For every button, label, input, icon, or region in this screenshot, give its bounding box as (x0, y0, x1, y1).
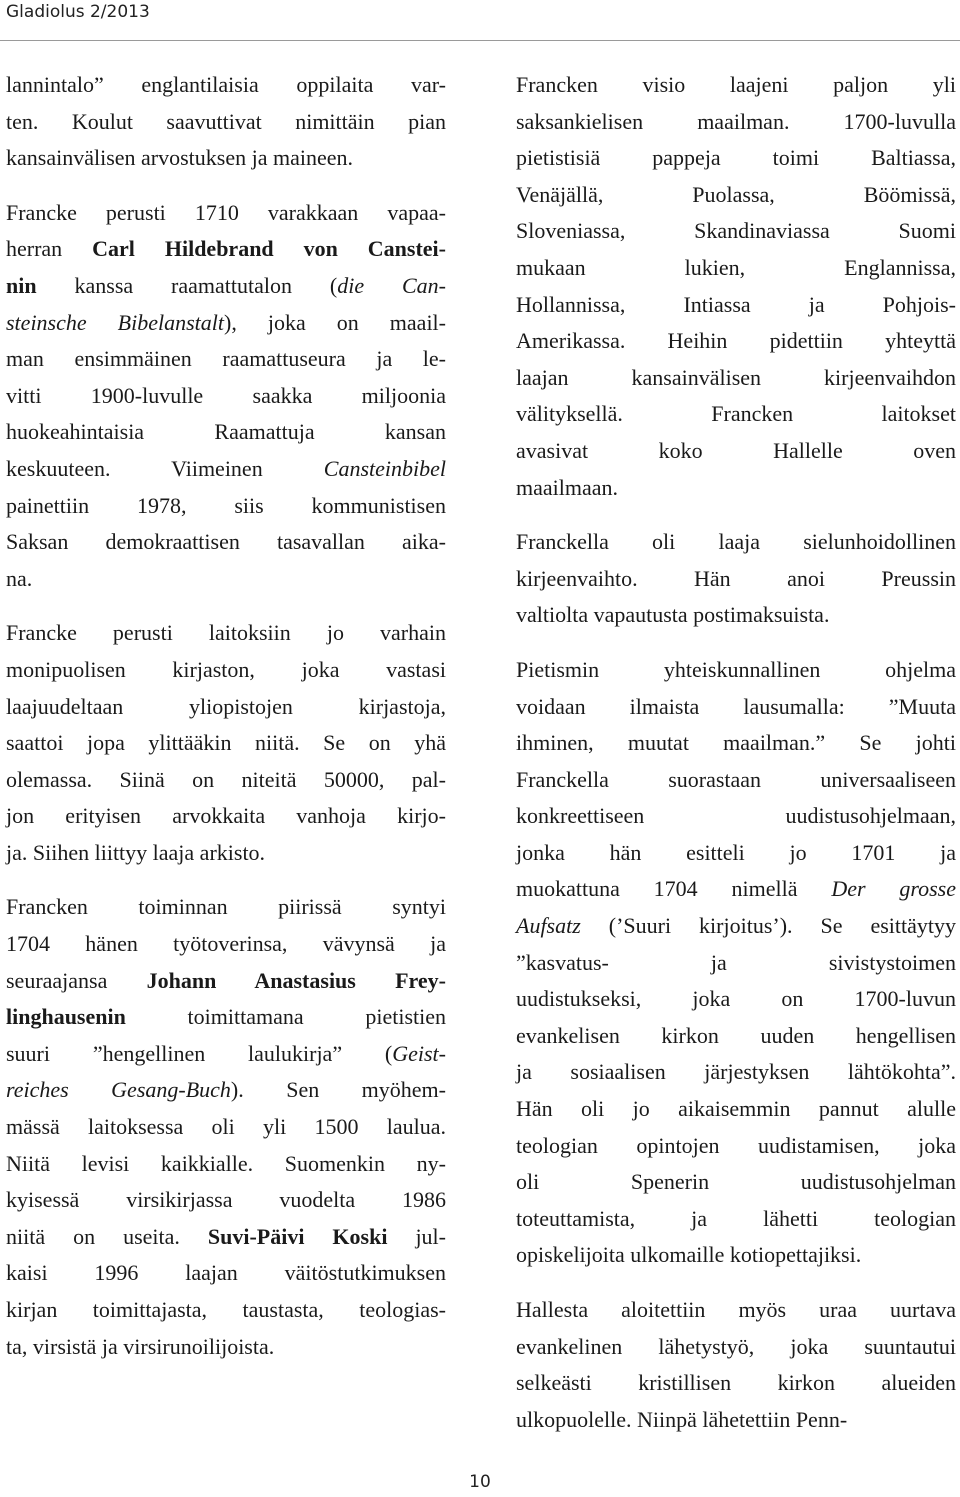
text-run: kyisessä virsikirjassa vuodelta 1986 (6, 1187, 446, 1213)
text-run: olemassa. Siinä on niteitä 50000, pal- (6, 766, 446, 792)
text-line (6, 378, 446, 415)
text-run: valtiolta vapautusta postimaksuista. (516, 602, 830, 628)
text-line (516, 1128, 956, 1165)
text-line (6, 451, 446, 488)
text-run: muokattuna 1704 nimellä (516, 876, 832, 902)
text-line (6, 67, 446, 104)
text-run: painettiin 1978, siis kommunistisen (6, 492, 446, 518)
text-line (516, 1054, 956, 1091)
text-run: evankelisen kirkon uuden hengellisen (516, 1022, 956, 1048)
text-run: (’Suuri kirjoitus’). Se esittäytyy (580, 913, 956, 939)
text-line (516, 250, 956, 287)
text-run: kaisi 1996 laajan väitöstutkimuksen (6, 1260, 446, 1286)
text-line (516, 323, 956, 360)
text-line (516, 67, 956, 104)
text-line (516, 798, 956, 835)
text-line (6, 1072, 446, 1109)
text-line (516, 981, 956, 1018)
header-rule (0, 40, 960, 41)
text-line (516, 561, 956, 598)
text-line (516, 1402, 956, 1439)
text-run: oli Spenerin uudistusohjelman (516, 1169, 956, 1195)
text-line (516, 287, 956, 324)
text-line (6, 414, 446, 451)
text-run: Hän oli jo aikaisemmin pannut alulle (516, 1096, 956, 1122)
text-run: ). Sen myöhem- (230, 1077, 446, 1103)
text-run: Saksan demokraattisen tasavallan aika- (6, 529, 446, 555)
text-line (516, 835, 956, 872)
bold-run: Johann Anastasius Frey- (146, 967, 447, 993)
right-column (516, 67, 956, 1456)
page-number: 10 (469, 1472, 491, 1492)
text-line (6, 999, 446, 1036)
text-run: ihminen, muutat maailman.” Se johti (516, 730, 956, 756)
text-run: pietistisiä pappeja toimi Baltiassa, (516, 145, 956, 171)
text-line (6, 561, 446, 598)
text-line (516, 597, 956, 634)
text-run: ten. Koulut saavuttivat nimittäin pian (6, 108, 446, 134)
text-line (6, 1219, 446, 1256)
paragraph (516, 1292, 956, 1438)
italic-run: Aufsatz (516, 913, 581, 939)
text-run: kansainvälisen arvostuksen ja maineen. (6, 145, 354, 171)
text-line (6, 140, 446, 177)
italic-run: steinsche Bibelanstalt (6, 309, 224, 335)
italic-run: Der grosse (831, 876, 956, 902)
text-line (516, 1365, 956, 1402)
text-run: Francken visio laajeni paljon yli (516, 72, 956, 97)
text-run: ta, virsistä ja virsirunoilijoista. (6, 1333, 275, 1359)
text-run: Hallesta aloitettiin myös uraa uurtava (516, 1297, 956, 1322)
text-line (516, 470, 956, 507)
text-run: jul- (387, 1223, 446, 1249)
text-line (6, 889, 446, 926)
text-line (516, 177, 956, 214)
paragraph (516, 652, 956, 1274)
text-run: ja. Siihen liittyy laaja arkisto. (6, 839, 266, 865)
text-line (516, 1018, 956, 1055)
text-line (516, 140, 956, 177)
text-line (6, 268, 446, 305)
text-run: lannintalo” englantilaisia oppilaita var- (6, 72, 446, 97)
text-run: Francke perusti 1710 varakkaan vapaa- (6, 199, 446, 225)
text-line (6, 1292, 446, 1329)
text-line (516, 945, 956, 982)
text-line (6, 926, 446, 963)
text-run: voidaan ilmaista lausumalla: ”Muuta (516, 693, 956, 719)
text-line (516, 213, 956, 250)
paragraph (6, 67, 446, 177)
text-run: evankelinen lähetystyö, joka suuntautui (516, 1333, 956, 1359)
italic-run: Cansteinbibel (323, 455, 446, 481)
text-run: ulkopuolelle. Niinpä lähetettiin Penn- (516, 1406, 848, 1432)
text-run: huokeahintaisia Raamattuja kansan (6, 419, 446, 445)
text-line (516, 1164, 956, 1201)
text-line (6, 1329, 446, 1366)
text-run: saattoi jopa ylittääkin niitä. Se on yhä (6, 730, 446, 756)
text-run: jonka hän esitteli jo 1701 ja (516, 839, 956, 865)
text-line (516, 1091, 956, 1128)
text-line (6, 762, 446, 799)
text-run: ), joka on maail- (224, 309, 446, 335)
text-line (516, 871, 956, 908)
paragraph (6, 615, 446, 871)
text-run: man ensimmäinen raamattuseura ja le- (6, 346, 446, 372)
text-run: Venäjällä, Puolassa, Böömissä, (516, 181, 956, 207)
text-run: saksankielisen maailman. 1700-luvulla (516, 108, 956, 134)
text-line (516, 433, 956, 470)
text-line (6, 652, 446, 689)
text-run: Hollannissa, Intiassa ja Pohjois- (516, 291, 956, 317)
text-line (6, 231, 446, 268)
text-line (6, 1109, 446, 1146)
text-run: Franckella oli laaja sielunhoidollinen (516, 529, 956, 555)
text-line (6, 1146, 446, 1183)
text-run: kirjeenvaihto. Hän anoi Preussin (516, 565, 956, 591)
text-run: 1704 hänen työtoverinsa, vävynsä ja (6, 931, 446, 957)
paragraph (516, 524, 956, 634)
bold-run: Carl Hildebrand von Canstei- (92, 236, 446, 262)
text-line (516, 652, 956, 689)
text-run: Niitä levisi kaikkialle. Suomenkin ny- (6, 1150, 446, 1176)
paragraph (6, 889, 446, 1365)
text-line (6, 104, 446, 141)
text-run: ”kasvatus- ja sivistystoimen (516, 949, 956, 975)
text-run: laajan kansainvälisen kirjeenvaihdon (516, 364, 956, 390)
text-line (516, 725, 956, 762)
text-line (516, 1237, 956, 1274)
text-run: toimittamana pietistien (125, 1004, 446, 1030)
text-run: jon erityisen arvokkaita vanhoja kirjo- (6, 803, 446, 829)
text-run: vitti 1900-luvulle saakka miljoonia (6, 382, 446, 408)
text-run: Sloveniassa, Skandinaviassa Suomi (516, 218, 956, 244)
text-line (6, 1182, 446, 1219)
text-line (6, 798, 446, 835)
text-run: opiskelijoita ulkomaille kotiopettajiksi. (516, 1242, 862, 1268)
text-line (6, 524, 446, 561)
text-run: konkreettiseen uudistusohjelmaan, (516, 803, 956, 829)
text-line (6, 725, 446, 762)
text-run: niitä on useita. (6, 1223, 208, 1249)
text-run: keskuuteen. Viimeinen (6, 455, 324, 481)
left-column (6, 67, 446, 1383)
text-line (516, 104, 956, 141)
text-run: Amerikassa. Heihin pidettiin yhteyttä (516, 328, 956, 354)
text-line (6, 689, 446, 726)
text-line (516, 360, 956, 397)
text-run: laajuudeltaan yliopistojen kirjastoja, (6, 693, 446, 719)
text-run: kirjan toimittajasta, taustasta, teologias- (6, 1297, 446, 1322)
text-line (6, 195, 446, 232)
text-run: seuraajansa (6, 967, 147, 993)
text-line (516, 908, 956, 945)
italic-run: die Can- (337, 272, 446, 298)
bold-run: linghausenin (6, 1004, 126, 1030)
text-run: kanssa raamattutalon ( (36, 272, 338, 298)
text-line (6, 488, 446, 525)
text-run: Francken toiminnan piirissä syntyi (6, 894, 446, 920)
text-line (6, 615, 446, 652)
text-line (516, 689, 956, 726)
text-run: maailmaan. (516, 474, 619, 500)
text-line (6, 835, 446, 872)
text-line (516, 396, 956, 433)
text-run: avasivat koko Hallelle oven (516, 437, 956, 463)
text-run: mukaan lukien, Englannissa, (516, 254, 956, 280)
text-run: ja sosiaalisen järjestyksen lähtökohta”. (516, 1059, 956, 1085)
text-run: Pietismin yhteiskunnallinen ohjelma (516, 656, 956, 682)
text-run: mässä laitoksessa oli yli 1500 laulua. (6, 1114, 446, 1140)
text-run: teologian opintojen uudistamisen, joka (516, 1132, 956, 1158)
text-run: Francke perusti laitoksiin jo varhain (6, 620, 446, 646)
text-run: Franckella suorastaan universaaliseen (516, 766, 956, 792)
bold-run: nin (6, 272, 37, 298)
text-run: suuri ”hengellinen laulukirja” ( (6, 1040, 393, 1066)
italic-run: Geist- (392, 1040, 446, 1066)
text-run: herran (6, 236, 93, 262)
italic-run: reiches Gesang-Buch (6, 1077, 231, 1103)
running-header: Gladiolus 2/2013 (6, 2, 150, 22)
text-line (6, 963, 446, 1000)
bold-run: Suvi-Päivi Koski (207, 1223, 388, 1249)
text-line (6, 1036, 446, 1073)
text-line (6, 1255, 446, 1292)
text-run: toteuttamista, ja lähetti teologian (516, 1205, 956, 1231)
text-line (6, 305, 446, 342)
text-run: selkeästi kristillisen kirkon alueiden (516, 1370, 956, 1396)
paragraph (6, 195, 446, 598)
text-run: monipuolisen kirjaston, joka vastasi (6, 656, 446, 682)
text-line (516, 1201, 956, 1238)
text-line (6, 341, 446, 378)
text-run: välityksellä. Francken laitokset (516, 401, 956, 427)
text-line (516, 524, 956, 561)
paragraph (516, 67, 956, 506)
text-run: uudistukseksi, joka on 1700-luvun (516, 986, 956, 1012)
text-line (516, 1292, 956, 1329)
text-line (516, 762, 956, 799)
text-run: na. (6, 565, 33, 591)
text-line (516, 1329, 956, 1366)
